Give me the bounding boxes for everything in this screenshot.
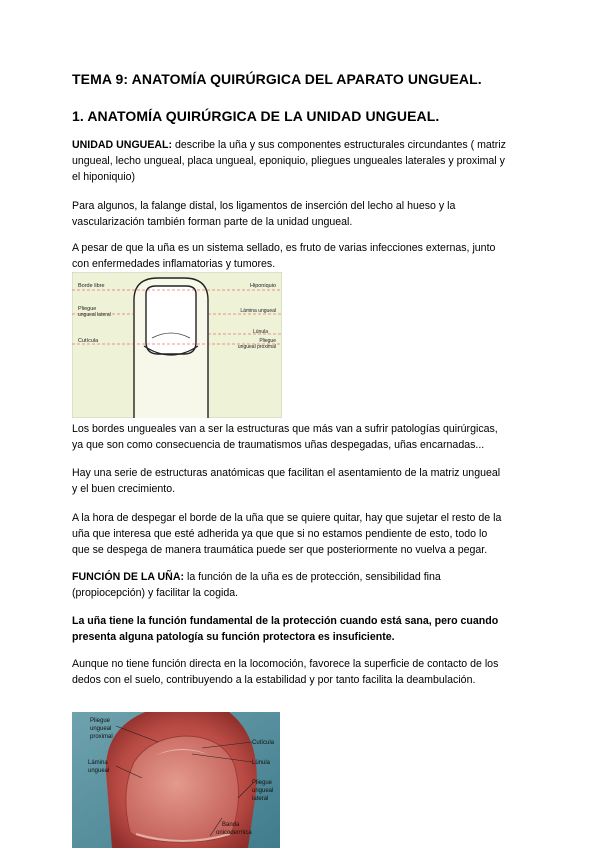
label-ungueal-lateral: ungueal lateral — [78, 312, 111, 318]
label-lateral: lateral — [252, 796, 269, 802]
label-cuticula: Cutícula — [252, 740, 275, 746]
label-pliegue-proximal: Pliegue — [259, 338, 276, 344]
text-line: y el buen crecimiento. — [72, 483, 176, 495]
text-line: A pesar de que la uña es un sistema sellado, es fruto de varias infecciones externas, junto — [72, 242, 496, 254]
label-ungueal-3: ungueal — [252, 788, 274, 794]
text-line: La uña tiene la función fundamental de la protección cuando está sana, pero cuando — [72, 615, 499, 627]
nail-diagram-figure — [72, 272, 282, 418]
label-ungueal-proximal: ungueal proximal — [237, 344, 276, 350]
paragraph-sistema-sellado — [72, 240, 534, 272]
paragraph-proteccion — [72, 613, 534, 645]
label-pliegue: Pliegue — [78, 306, 97, 312]
text-line: Hay una serie de estructuras anatómicas que facilitan el asentamiento de la matriz ungueal — [72, 467, 501, 479]
label-pliegue-2: Pliegue — [252, 780, 273, 786]
paragraph-funcion — [72, 569, 534, 601]
text-line: dedos con el suelo, contribuyendo a la estabilidad y por tanto facilita la deambulación. — [72, 674, 476, 686]
label-cuticula: Cutícula — [78, 338, 99, 344]
paragraph-falange — [72, 198, 534, 230]
text-line: Los bordes ungueales van a ser la estructuras que más van a sufrir patologías quirúrgicas, — [72, 423, 498, 435]
term-funcion-una: FUNCIÓN DE LA UÑA: — [72, 571, 185, 583]
text-line: describe la uña y sus componentes estructurales circundantes ( matriz — [172, 139, 506, 151]
label-hiponiquio: Hiponiquio — [250, 283, 276, 289]
text-line: ungueal, lecho ungueal, placa ungueal, eponiquio, pliegues ungueales laterales y proximal y — [72, 155, 505, 167]
page-title: TEMA 9: ANATOMÍA QUIRÚRGICA DEL APARATO UNGUEAL. — [72, 71, 482, 87]
label-pliegue: Pliegue — [90, 718, 111, 724]
label-ungueal: ungueal — [90, 726, 112, 732]
paragraph-bordes-ungueales — [72, 421, 534, 453]
text-line: Aunque no tiene función directa en la locomoción, favorece la superficie de contacto de los — [72, 658, 499, 670]
text-line: que se despega de manera traumática puede ser que posteriormente no vuelva a pegar. — [72, 544, 488, 556]
label-lunula: Lúnula — [252, 329, 268, 335]
text-line: vascularización también forman parte de la unidad ungueal. — [72, 216, 353, 228]
label-borde-libre: Borde libre — [78, 283, 105, 289]
label-ungueal-2: ungueal — [88, 768, 110, 774]
text-line: presenta alguna patología su función protectora es insuficiente. — [72, 631, 395, 643]
label-banda: Banda — [222, 822, 240, 828]
label-onicodermica: onicodermica — [216, 830, 252, 836]
term-unidad-ungueal: UNIDAD UNGUEAL: — [72, 139, 173, 151]
text-line: el hiponiquio) — [72, 171, 136, 183]
text-line: (propiocepción) y facilitar la cogida. — [72, 587, 239, 599]
paragraph-estructuras — [72, 465, 534, 497]
text-line: la función de la uña es de protección, sensibilidad fina — [184, 571, 441, 583]
text-line: A la hora de despegar el borde de la uña que se quiere quitar, hay que sujetar el resto de la — [72, 512, 502, 524]
label-lamina: Lámina — [88, 760, 108, 766]
paragraph-locomocion — [72, 656, 534, 688]
text-line: ya que son como consecuencia de traumatismos uñas despegadas, uñas encarnadas... — [72, 439, 485, 451]
label-proximal: proximal — [90, 734, 113, 740]
text-line: uña que interesa que esté adherida ya que que si no estamos pendiente de esto, todo lo — [72, 528, 488, 540]
text-line: con enfermedades inflamatorias y tumores. — [72, 258, 276, 270]
section-heading: 1. ANATOMÍA QUIRÚRGICA DE LA UNIDAD UNGUEAL. — [72, 108, 440, 124]
text-line: Para algunos, la falange distal, los ligamentos de inserción del lecho al hueso y la — [72, 200, 456, 212]
label-lamina-ungueal: Lámina ungueal — [240, 308, 276, 314]
finger-photo-figure — [72, 712, 280, 848]
label-lunula: Lúnula — [252, 760, 271, 766]
paragraph-despegar — [72, 510, 534, 558]
paragraph-unidad-ungueal — [72, 137, 534, 185]
